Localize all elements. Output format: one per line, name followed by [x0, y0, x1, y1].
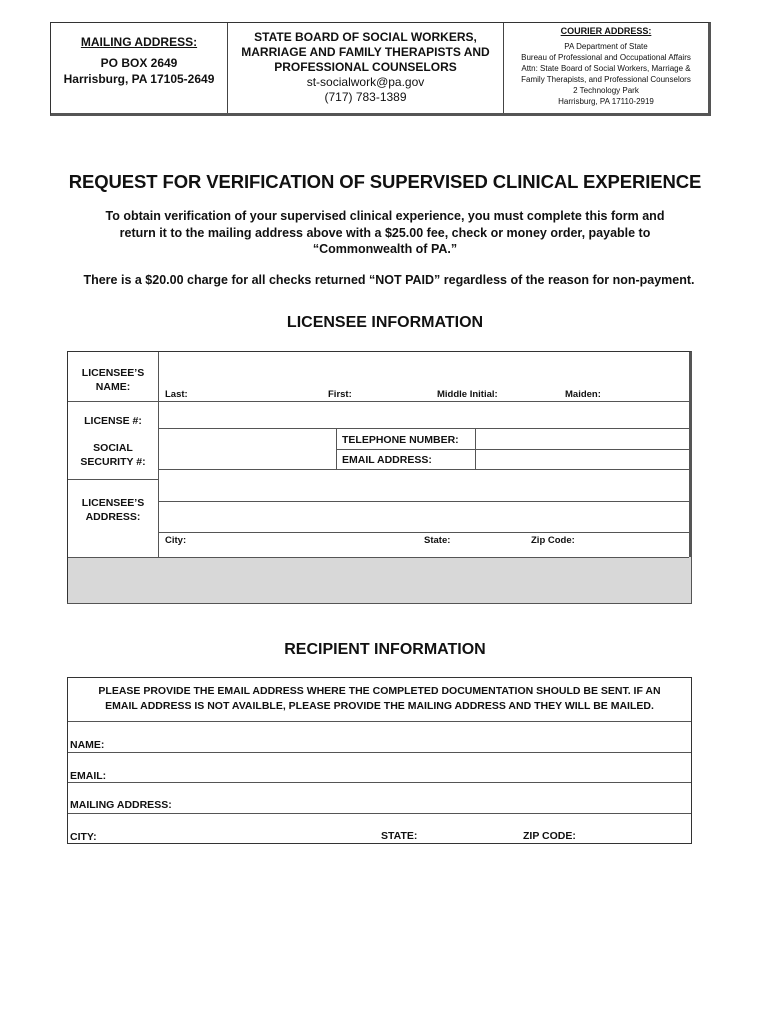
ssn-label: SOCIAL SECURITY #:: [80, 442, 146, 468]
recipient-email-field[interactable]: EMAIL:: [70, 770, 107, 782]
zip-code-field[interactable]: Zip Code:: [531, 535, 575, 546]
address-line-2-field[interactable]: [159, 502, 690, 532]
courier-line-3: Attn: State Board of Social Workers, Marriage &: [521, 64, 691, 73]
maiden-name-field[interactable]: Maiden:: [565, 389, 601, 400]
shaded-footer-row: [68, 557, 691, 603]
mailing-address-block: [51, 23, 228, 113]
courier-address-block: [504, 23, 708, 113]
returned-check-note: There is a $20.00 charge for all checks returned “NOT PAID” regardless of the reason for non-payment.: [83, 273, 695, 287]
license-number-label: LICENSE #:: [84, 415, 142, 427]
board-line-3: PROFESSIONAL COUNSELORS: [274, 60, 457, 74]
intro-line-1: To obtain verification of your supervised clinical experience, you must complete this form and: [105, 209, 665, 223]
recipient-section-title: RECIPIENT INFORMATION: [284, 641, 486, 658]
telephone-field[interactable]: [476, 429, 690, 449]
first-name-field[interactable]: First:: [328, 389, 352, 400]
city-field[interactable]: City:: [165, 535, 187, 546]
last-name-field[interactable]: Last:: [165, 389, 188, 400]
intro-paragraph: [60, 208, 710, 258]
ssn-field[interactable]: [159, 429, 336, 469]
courier-line-6: Harrisburg, PA 17110-2919: [558, 97, 654, 106]
intro-line-3: “Commonwealth of PA.”: [312, 242, 458, 256]
licensee-address-label: LICENSEE’S ADDRESS:: [81, 497, 145, 523]
header-box: [50, 22, 711, 116]
email-address-field[interactable]: [476, 450, 690, 469]
email-address-label: EMAIL ADDRESS:: [342, 454, 432, 466]
state-field[interactable]: State:: [424, 535, 451, 546]
recipient-state-field[interactable]: STATE:: [381, 830, 418, 842]
intro-line-2: return it to the mailing address above with a $25.00 fee, check or money order, payable to: [119, 225, 651, 240]
license-number-field[interactable]: [159, 402, 690, 428]
form-title: REQUEST FOR VERIFICATION OF SUPERVISED CLINICAL EXPERIENCE: [68, 171, 702, 192]
board-line-2: MARRIAGE AND FAMILY THERAPISTS AND: [241, 45, 490, 59]
recipient-name-field[interactable]: NAME:: [70, 739, 105, 751]
board-block: [228, 23, 504, 113]
courier-line-2: Bureau of Professional and Occupational Affairs: [521, 53, 691, 62]
telephone-label: TELEPHONE NUMBER:: [342, 434, 459, 446]
recipient-mailing-address-field[interactable]: MAILING ADDRESS:: [70, 799, 172, 811]
middle-initial-field[interactable]: Middle Initial:: [437, 389, 498, 400]
mailing-address-title: MAILING ADDRESS:: [80, 35, 198, 49]
courier-address-title: COURIER ADDRESS:: [560, 26, 652, 36]
recipient-instructions: PLEASE PROVIDE THE EMAIL ADDRESS WHERE THE COMPLETED DOCUMENTATION SHOULD BE SENT. IF AN EMAIL ADDRESS IS NOT AVAILBLE, PLEASE PROVIDE THE MAILING ADDRESS AND THEY WILL BE MAILED.: [98, 685, 661, 712]
courier-line-5: 2 Technology Park: [573, 86, 639, 95]
board-line-1: STATE BOARD OF SOCIAL WORKERS,: [254, 30, 477, 44]
mailing-city: Harrisburg, PA 17105-2649: [63, 72, 215, 86]
licensee-section-title: LICENSEE INFORMATION: [286, 314, 484, 331]
licensee-name-label: LICENSEE’S NAME:: [81, 367, 145, 393]
recipient-zip-code-field[interactable]: ZIP CODE:: [523, 830, 576, 842]
board-email: st-socialwork@pa.gov: [306, 75, 425, 89]
mailing-po-box: PO BOX 2649: [100, 56, 178, 70]
courier-line-1: PA Department of State: [564, 42, 648, 51]
recipient-table: [67, 677, 692, 844]
recipient-city-field[interactable]: CITY:: [70, 831, 97, 843]
board-phone: (717) 783-1389: [324, 90, 407, 104]
courier-line-4: Family Therapists, and Professional Counselors: [521, 75, 691, 84]
licensee-table: [67, 351, 692, 604]
address-line-1-field[interactable]: [159, 470, 690, 501]
